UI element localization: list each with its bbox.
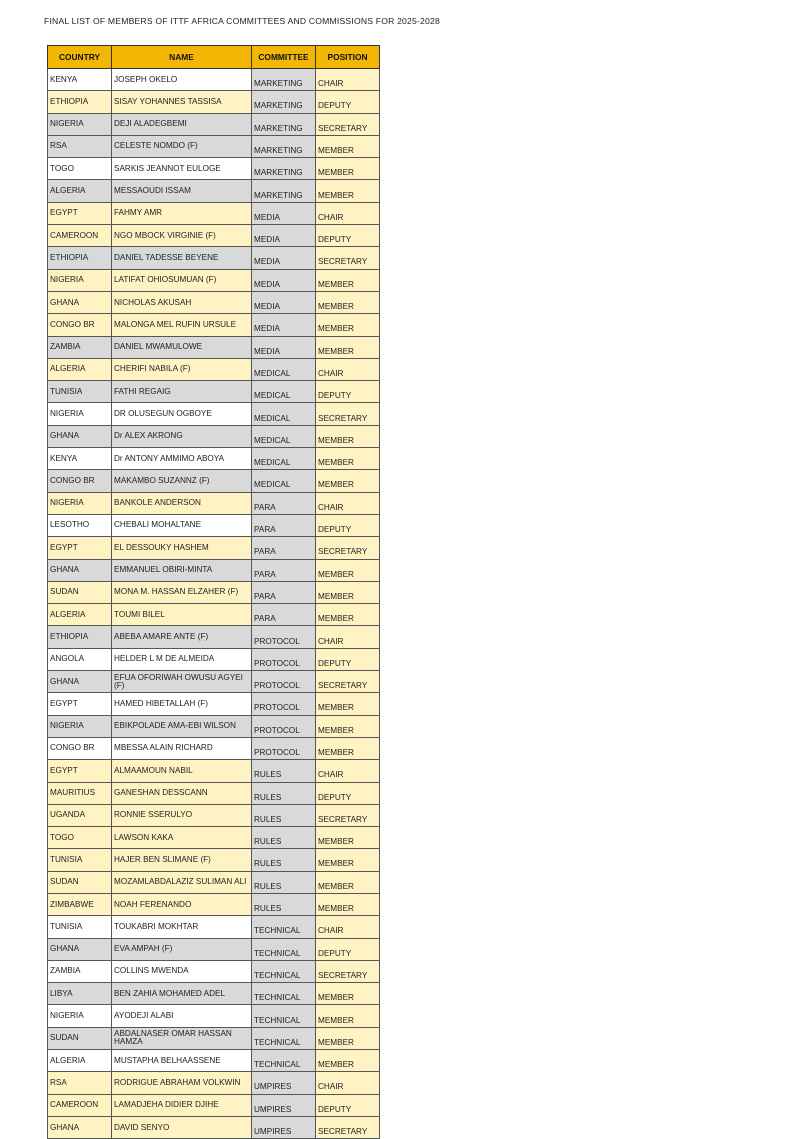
name-cell: JOSEPH OKELO <box>112 69 252 91</box>
country-cell: ZAMBIA <box>48 336 112 358</box>
country-cell: SUDAN <box>48 581 112 603</box>
position-cell: MEMBER <box>316 314 380 336</box>
country-cell: NIGERIA <box>48 113 112 135</box>
table-row <box>48 291 380 313</box>
name-cell: LAMADJEHA DIDIER DJIHE <box>112 1094 252 1116</box>
table-header-row <box>48 46 380 69</box>
committee-cell: PARA <box>252 492 316 514</box>
position-cell: MEMBER <box>316 559 380 581</box>
table-row <box>48 648 380 670</box>
position-cell: MEMBER <box>316 983 380 1005</box>
table-row <box>48 69 380 91</box>
country-cell: TUNISIA <box>48 916 112 938</box>
table-row <box>48 269 380 291</box>
name-cell: MONA M. HASSAN ELZAHER (F) <box>112 581 252 603</box>
name-cell: ALMAAMOUN NABIL <box>112 760 252 782</box>
committee-cell: MEDICAL <box>252 470 316 492</box>
table-row <box>48 827 380 849</box>
position-cell: MEMBER <box>316 693 380 715</box>
country-cell: GHANA <box>48 425 112 447</box>
position-cell: SECRETARY <box>316 247 380 269</box>
position-cell: MEMBER <box>316 269 380 291</box>
committee-cell: TECHNICAL <box>252 1027 316 1049</box>
position-cell: MEMBER <box>316 849 380 871</box>
name-cell: Dr ANTONY AMMIMO ABOYA <box>112 448 252 470</box>
country-cell: TUNISIA <box>48 381 112 403</box>
position-cell: CHAIR <box>316 626 380 648</box>
committee-cell: PROTOCOL <box>252 693 316 715</box>
country-cell: GHANA <box>48 671 112 693</box>
position-cell: CHAIR <box>316 492 380 514</box>
name-cell: FAHMY AMR <box>112 202 252 224</box>
position-cell: DEPUTY <box>316 225 380 247</box>
name-cell: CELESTE NOMDO (F) <box>112 135 252 157</box>
committee-cell: MEDIA <box>252 269 316 291</box>
committee-cell: MEDICAL <box>252 403 316 425</box>
table-row <box>48 113 380 135</box>
name-cell: MAKAMBO SUZANNZ (F) <box>112 470 252 492</box>
committee-cell: PROTOCOL <box>252 626 316 648</box>
table-row <box>48 403 380 425</box>
name-cell: BANKOLE ANDERSON <box>112 492 252 514</box>
committee-cell: RULES <box>252 849 316 871</box>
committee-cell: TECHNICAL <box>252 1050 316 1072</box>
name-cell: MUSTAPHA BELHAASSENE <box>112 1050 252 1072</box>
table-row <box>48 715 380 737</box>
position-cell: CHAIR <box>316 760 380 782</box>
position-cell: MEMBER <box>316 737 380 759</box>
name-cell: HAJER BEN SLIMANE (F) <box>112 849 252 871</box>
country-cell: ZIMBABWE <box>48 893 112 915</box>
committee-cell: PROTOCOL <box>252 715 316 737</box>
country-cell: GHANA <box>48 291 112 313</box>
committee-cell: MEDIA <box>252 202 316 224</box>
position-cell: MEMBER <box>316 893 380 915</box>
committee-cell: PARA <box>252 581 316 603</box>
country-cell: ANGOLA <box>48 648 112 670</box>
name-cell: COLLINS MWENDA <box>112 960 252 982</box>
committee-cell: TECHNICAL <box>252 1005 316 1027</box>
committee-cell: MARKETING <box>252 180 316 202</box>
position-cell: MEMBER <box>316 336 380 358</box>
table-row <box>48 314 380 336</box>
header-committee: COMMITTEE <box>252 46 316 69</box>
position-cell: SECRETARY <box>316 537 380 559</box>
committee-cell: RULES <box>252 782 316 804</box>
table-row <box>48 916 380 938</box>
country-cell: UGANDA <box>48 804 112 826</box>
country-cell: RSA <box>48 135 112 157</box>
position-cell: CHAIR <box>316 1072 380 1094</box>
name-cell: EVA AMPAH (F) <box>112 938 252 960</box>
position-cell: MEMBER <box>316 581 380 603</box>
committee-cell: MEDIA <box>252 225 316 247</box>
country-cell: ETHIOPIA <box>48 91 112 113</box>
table-row <box>48 760 380 782</box>
country-cell: SUDAN <box>48 871 112 893</box>
table-row <box>48 448 380 470</box>
name-cell <box>112 1027 252 1049</box>
committee-cell: TECHNICAL <box>252 983 316 1005</box>
header-country: COUNTRY <box>48 46 112 69</box>
table-row <box>48 1027 380 1049</box>
committee-cell: MEDIA <box>252 314 316 336</box>
name-cell: HELDER L M DE ALMEIDA <box>112 648 252 670</box>
country-cell: MAURITIUS <box>48 782 112 804</box>
name-cell: DEJI ALADEGBEMI <box>112 113 252 135</box>
committee-cell: UMPIRES <box>252 1072 316 1094</box>
position-cell: DEPUTY <box>316 514 380 536</box>
committee-cell: PARA <box>252 559 316 581</box>
country-cell: SUDAN <box>48 1027 112 1049</box>
table-row <box>48 983 380 1005</box>
committee-cell: RULES <box>252 804 316 826</box>
name-cell: EMMANUEL OBIRI-MINTA <box>112 559 252 581</box>
table-row <box>48 1116 380 1138</box>
name-cell: LATIFAT OHIOSUMUAN (F) <box>112 269 252 291</box>
country-cell: ALGERIA <box>48 604 112 626</box>
position-cell: MEMBER <box>316 425 380 447</box>
committee-cell: RULES <box>252 871 316 893</box>
country-cell: TUNISIA <box>48 849 112 871</box>
document-title: FINAL LIST OF MEMBERS OF ITTF AFRICA COMMITTEES AND COMMISSIONS FOR 2025-2028 <box>44 16 440 26</box>
country-cell: EGYPT <box>48 693 112 715</box>
name-cell: TOUKABRI MOKHTAR <box>112 916 252 938</box>
country-cell: EGYPT <box>48 760 112 782</box>
committee-cell: PROTOCOL <box>252 648 316 670</box>
country-cell: ETHIOPIA <box>48 247 112 269</box>
country-cell: ZAMBIA <box>48 960 112 982</box>
table-row <box>48 581 380 603</box>
position-cell: SECRETARY <box>316 671 380 693</box>
table-row <box>48 425 380 447</box>
position-cell: DEPUTY <box>316 1094 380 1116</box>
name-cell: MALONGA MEL RUFIN URSULE <box>112 314 252 336</box>
table-row <box>48 871 380 893</box>
position-cell: MEMBER <box>316 135 380 157</box>
position-cell: CHAIR <box>316 916 380 938</box>
country-cell: ALGERIA <box>48 358 112 380</box>
position-cell: MEMBER <box>316 448 380 470</box>
name-cell <box>112 871 252 893</box>
country-cell: GHANA <box>48 559 112 581</box>
position-cell: SECRETARY <box>316 960 380 982</box>
header-name: NAME <box>112 46 252 69</box>
committee-cell: MEDICAL <box>252 358 316 380</box>
table-row <box>48 470 380 492</box>
country-cell: KENYA <box>48 448 112 470</box>
table-row <box>48 202 380 224</box>
country-cell: ETHIOPIA <box>48 626 112 648</box>
committee-cell: MEDICAL <box>252 381 316 403</box>
committee-cell: RULES <box>252 893 316 915</box>
country-cell: CAMEROON <box>48 1094 112 1116</box>
country-cell: CONGO BR <box>48 737 112 759</box>
table-row <box>48 336 380 358</box>
position-cell: DEPUTY <box>316 938 380 960</box>
committee-cell: TECHNICAL <box>252 938 316 960</box>
country-cell: NIGERIA <box>48 1005 112 1027</box>
table-row <box>48 893 380 915</box>
position-cell: MEMBER <box>316 715 380 737</box>
country-cell: CONGO BR <box>48 314 112 336</box>
table-row <box>48 247 380 269</box>
position-cell: MEMBER <box>316 1005 380 1027</box>
name-cell: DANIEL TADESSE BEYENE <box>112 247 252 269</box>
name-text: EFUA OFORIWAH OWUSU AGYEI (F) <box>114 672 243 690</box>
name-cell: DANIEL MWAMULOWE <box>112 336 252 358</box>
committee-cell: MEDIA <box>252 291 316 313</box>
position-cell: SECRETARY <box>316 1116 380 1138</box>
committee-cell: RULES <box>252 827 316 849</box>
position-cell: MEMBER <box>316 470 380 492</box>
committee-cell: MEDIA <box>252 336 316 358</box>
table-row <box>48 604 380 626</box>
position-cell: MEMBER <box>316 827 380 849</box>
position-cell: DEPUTY <box>316 91 380 113</box>
table-row <box>48 671 380 693</box>
name-cell: Dr ALEX AKRONG <box>112 425 252 447</box>
country-cell: ALGERIA <box>48 1050 112 1072</box>
name-cell: RONNIE SSERULYO <box>112 804 252 826</box>
name-text: ABDALNASER OMAR HASSAN HAMZA <box>114 1029 232 1047</box>
position-cell: MEMBER <box>316 1027 380 1049</box>
country-cell: NIGERIA <box>48 269 112 291</box>
country-cell: ALGERIA <box>48 180 112 202</box>
name-cell: GANESHAN DESSCANN <box>112 782 252 804</box>
position-cell: MEMBER <box>316 158 380 180</box>
position-cell: MEMBER <box>316 604 380 626</box>
table-row <box>48 135 380 157</box>
country-cell: RSA <box>48 1072 112 1094</box>
committee-cell: TECHNICAL <box>252 960 316 982</box>
table-row <box>48 1050 380 1072</box>
table-row <box>48 782 380 804</box>
country-cell: GHANA <box>48 1116 112 1138</box>
table-row <box>48 849 380 871</box>
position-cell: DEPUTY <box>316 782 380 804</box>
table-row <box>48 960 380 982</box>
country-cell: TOGO <box>48 827 112 849</box>
committee-cell: MARKETING <box>252 69 316 91</box>
country-cell: KENYA <box>48 69 112 91</box>
committee-cell: MARKETING <box>252 113 316 135</box>
name-cell: EL DESSOUKY HASHEM <box>112 537 252 559</box>
country-cell: NIGERIA <box>48 492 112 514</box>
table-row <box>48 358 380 380</box>
table-row <box>48 514 380 536</box>
position-cell: SECRETARY <box>316 403 380 425</box>
country-cell: EGYPT <box>48 537 112 559</box>
name-cell: SARKIS JEANNOT EULOGE <box>112 158 252 180</box>
name-cell: EBIKPOLADE AMA-EBI WILSON <box>112 715 252 737</box>
table-row <box>48 1094 380 1116</box>
name-cell: LAWSON KAKA <box>112 827 252 849</box>
name-cell: TOUMI BILEL <box>112 604 252 626</box>
table-row <box>48 1072 380 1094</box>
position-cell: DEPUTY <box>316 648 380 670</box>
table-row <box>48 381 380 403</box>
country-cell: NIGERIA <box>48 715 112 737</box>
table-row <box>48 1005 380 1027</box>
position-cell: SECRETARY <box>316 804 380 826</box>
table-row <box>48 626 380 648</box>
committee-cell: MEDICAL <box>252 448 316 470</box>
committee-cell: PROTOCOL <box>252 671 316 693</box>
committee-cell: MARKETING <box>252 135 316 157</box>
committee-cell: UMPIRES <box>252 1094 316 1116</box>
committee-cell: RULES <box>252 760 316 782</box>
table-row <box>48 180 380 202</box>
name-cell: NOAH FERENANDO <box>112 893 252 915</box>
name-cell: NGO MBOCK VIRGINIE (F) <box>112 225 252 247</box>
name-cell: NICHOLAS AKUSAH <box>112 291 252 313</box>
table-row <box>48 737 380 759</box>
position-cell: MEMBER <box>316 871 380 893</box>
table-row <box>48 693 380 715</box>
name-text: MOZAMLABDALAZIZ SULIMAN ALI <box>114 877 247 887</box>
name-cell: RODRIGUE ABRAHAM VOLKWIN <box>112 1072 252 1094</box>
committee-cell: PARA <box>252 604 316 626</box>
table-row <box>48 938 380 960</box>
name-cell: HAMED HIBETALLAH (F) <box>112 693 252 715</box>
table-body <box>48 69 380 1139</box>
committee-members-table <box>47 45 380 1139</box>
table-row <box>48 537 380 559</box>
committee-cell: PROTOCOL <box>252 737 316 759</box>
name-cell: FATHI REGAIG <box>112 381 252 403</box>
position-cell: CHAIR <box>316 358 380 380</box>
table-row <box>48 225 380 247</box>
country-cell: EGYPT <box>48 202 112 224</box>
position-cell: MEMBER <box>316 1050 380 1072</box>
name-cell: DAVID SENYO <box>112 1116 252 1138</box>
name-cell: DR OLUSEGUN OGBOYE <box>112 403 252 425</box>
position-cell: DEPUTY <box>316 381 380 403</box>
name-cell: SISAY YOHANNES TASSISA <box>112 91 252 113</box>
committee-cell: MEDIA <box>252 247 316 269</box>
country-cell: LESOTHO <box>48 514 112 536</box>
table-row <box>48 492 380 514</box>
name-cell: MESSAOUDI ISSAM <box>112 180 252 202</box>
country-cell: CONGO BR <box>48 470 112 492</box>
name-cell <box>112 671 252 693</box>
country-cell: LIBYA <box>48 983 112 1005</box>
committee-cell: MARKETING <box>252 158 316 180</box>
header-position: POSITION <box>316 46 380 69</box>
position-cell: MEMBER <box>316 180 380 202</box>
table-row <box>48 91 380 113</box>
committee-cell: TECHNICAL <box>252 916 316 938</box>
country-cell: GHANA <box>48 938 112 960</box>
name-cell: BEN ZAHIA MOHAMED ADEL <box>112 983 252 1005</box>
committee-cell: MEDICAL <box>252 425 316 447</box>
country-cell: CAMEROON <box>48 225 112 247</box>
country-cell: NIGERIA <box>48 403 112 425</box>
committee-cell: PARA <box>252 514 316 536</box>
committee-cell: MARKETING <box>252 91 316 113</box>
table-row <box>48 158 380 180</box>
name-cell: ABEBA AMARE ANTE (F) <box>112 626 252 648</box>
name-cell: CHEBALI MOHALTANE <box>112 514 252 536</box>
country-cell: TOGO <box>48 158 112 180</box>
name-cell: CHERIFI NABILA (F) <box>112 358 252 380</box>
position-cell: CHAIR <box>316 69 380 91</box>
name-cell: MBESSA ALAIN RICHARD <box>112 737 252 759</box>
table-row <box>48 804 380 826</box>
table-row <box>48 559 380 581</box>
position-cell: SECRETARY <box>316 113 380 135</box>
committee-cell: UMPIRES <box>252 1116 316 1138</box>
position-cell: CHAIR <box>316 202 380 224</box>
committee-cell: PARA <box>252 537 316 559</box>
position-cell: MEMBER <box>316 291 380 313</box>
name-cell: AYODEJI ALABI <box>112 1005 252 1027</box>
